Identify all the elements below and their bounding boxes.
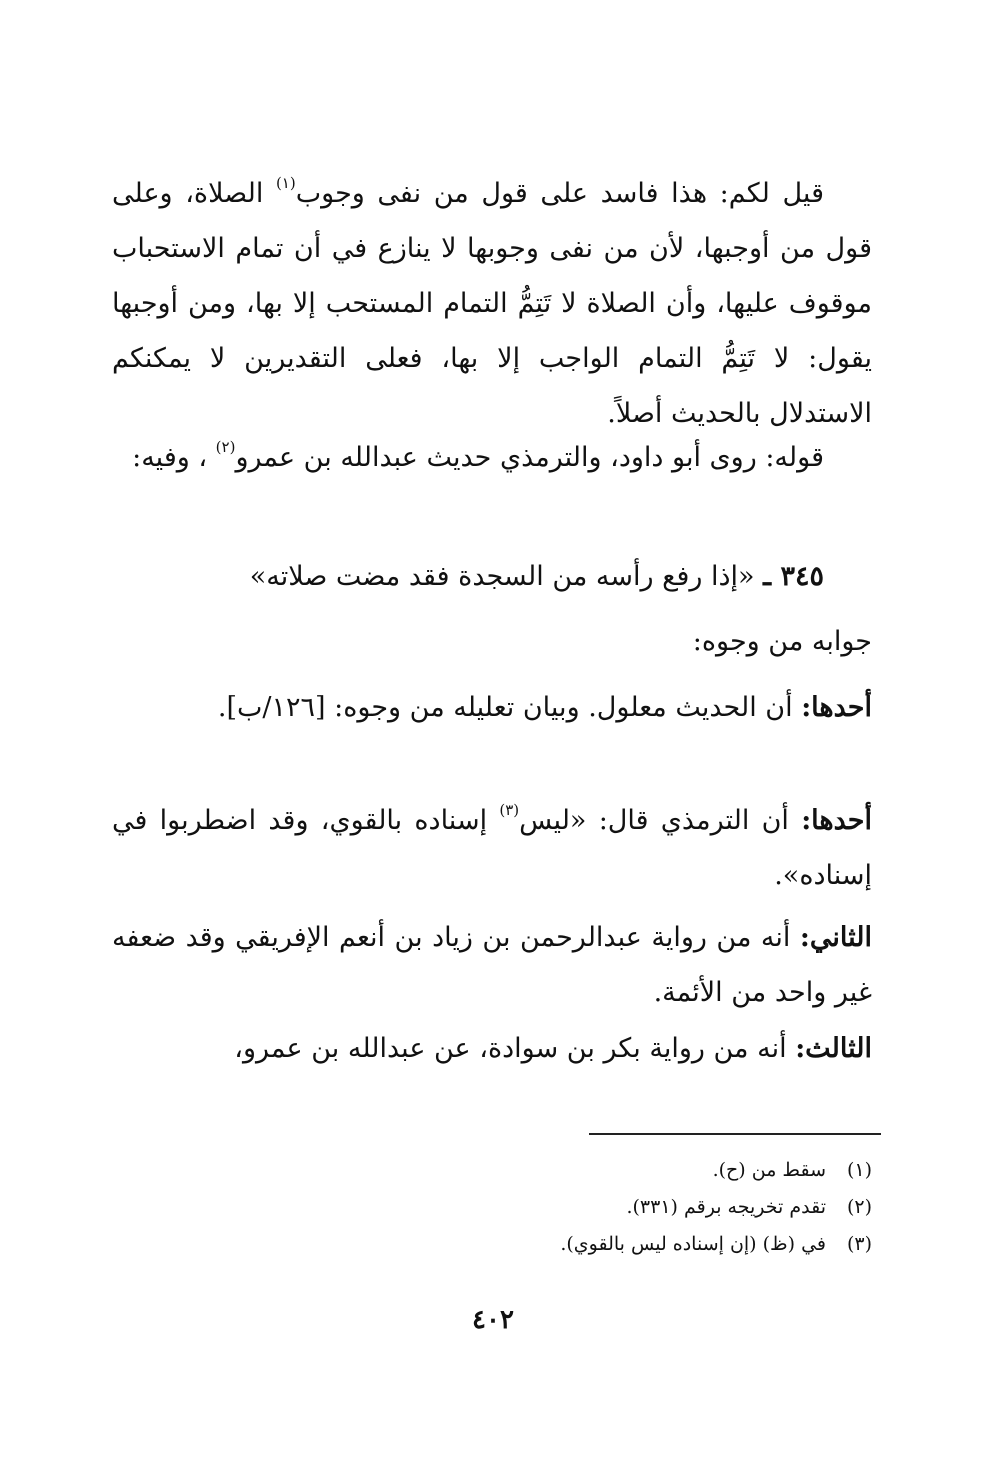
page-number: ٤٠٢ xyxy=(472,1305,514,1335)
footnote-2 xyxy=(112,1189,872,1226)
paragraph-text-cont: ، وفيه: xyxy=(132,442,216,473)
footnote-text: سقط من (ح). xyxy=(712,1159,826,1181)
footnote-number: (١) xyxy=(846,1159,872,1181)
point-label: الثالث: xyxy=(795,1033,872,1064)
hadith-number: ٣٤٥ ـ xyxy=(763,561,824,592)
point-text: أن الحديث معلول. وبيان تعليله من وجوه: [١٢٦/ب]. xyxy=(217,692,802,723)
point-label: الثاني: xyxy=(799,922,872,953)
footnote-text: تقدم تخريجه برقم (٣٣١). xyxy=(626,1196,826,1218)
point-1a xyxy=(112,793,872,903)
point-3 xyxy=(112,1021,872,1076)
point-text: أنه من رواية عبدالرحمن بن زياد بن أنعم الإفريقي وقد ضعفه غير واحد من الأئمة. xyxy=(112,922,872,1008)
paragraph-text: قوله: روى أبو داود، والترمذي حديث عبدالله بن عمرو xyxy=(235,442,824,473)
point-text: أن الترمذي قال: «ليس xyxy=(519,805,802,836)
answer-intro-text: جوابه من وجوه: xyxy=(692,626,872,657)
point-label: أحدها: xyxy=(801,805,872,836)
paragraph-text-cont: الصلاة، وعلى قول من أوجبها، لأن من نفى وجوبها لا ينازع في أن تمام الاستحباب موقوف عليها، وأن الصلاة لا تَتِمُّ التمام المستحب إلا بها، ومن أوجبها يقول: لا تَتِمُّ التمام الواجب إلا بها، فعلى التقديرين لا يمكنكم الاستدلال بالحديث أصلاً. xyxy=(112,178,872,429)
footnote-1 xyxy=(112,1152,872,1189)
footnote-ref-3[interactable]: (٣) xyxy=(499,801,520,819)
paragraph-main xyxy=(112,166,872,441)
footnote-number: (٢) xyxy=(846,1196,872,1218)
footnote-3 xyxy=(112,1226,872,1263)
footnote-divider xyxy=(589,1133,881,1135)
answer-intro xyxy=(112,614,872,669)
hadith-body: «إذا رفع رأسه من السجدة فقد مضت صلاته» xyxy=(249,561,764,592)
point-label: أحدها: xyxy=(801,692,872,723)
footnote-ref-1[interactable]: (١) xyxy=(275,174,296,192)
footnote-text: في (ظ) (إن إسناده ليس بالقوي). xyxy=(560,1233,826,1255)
hadith-text xyxy=(112,549,872,604)
footnote-number: (٣) xyxy=(846,1233,872,1255)
paragraph-quote-intro xyxy=(112,430,872,485)
point-1 xyxy=(112,680,872,735)
footnote-ref-2[interactable]: (٢) xyxy=(215,438,236,456)
paragraph-text: قيل لكم: هذا فاسد على قول من نفى وجوب xyxy=(295,178,824,209)
point-text-cont: إسناده بالقوي، وقد اضطربوا في إسناده». xyxy=(112,805,872,891)
point-2 xyxy=(112,910,872,1020)
point-text: أنه من رواية بكر بن سوادة، عن عبدالله بن عمرو، xyxy=(234,1033,796,1064)
